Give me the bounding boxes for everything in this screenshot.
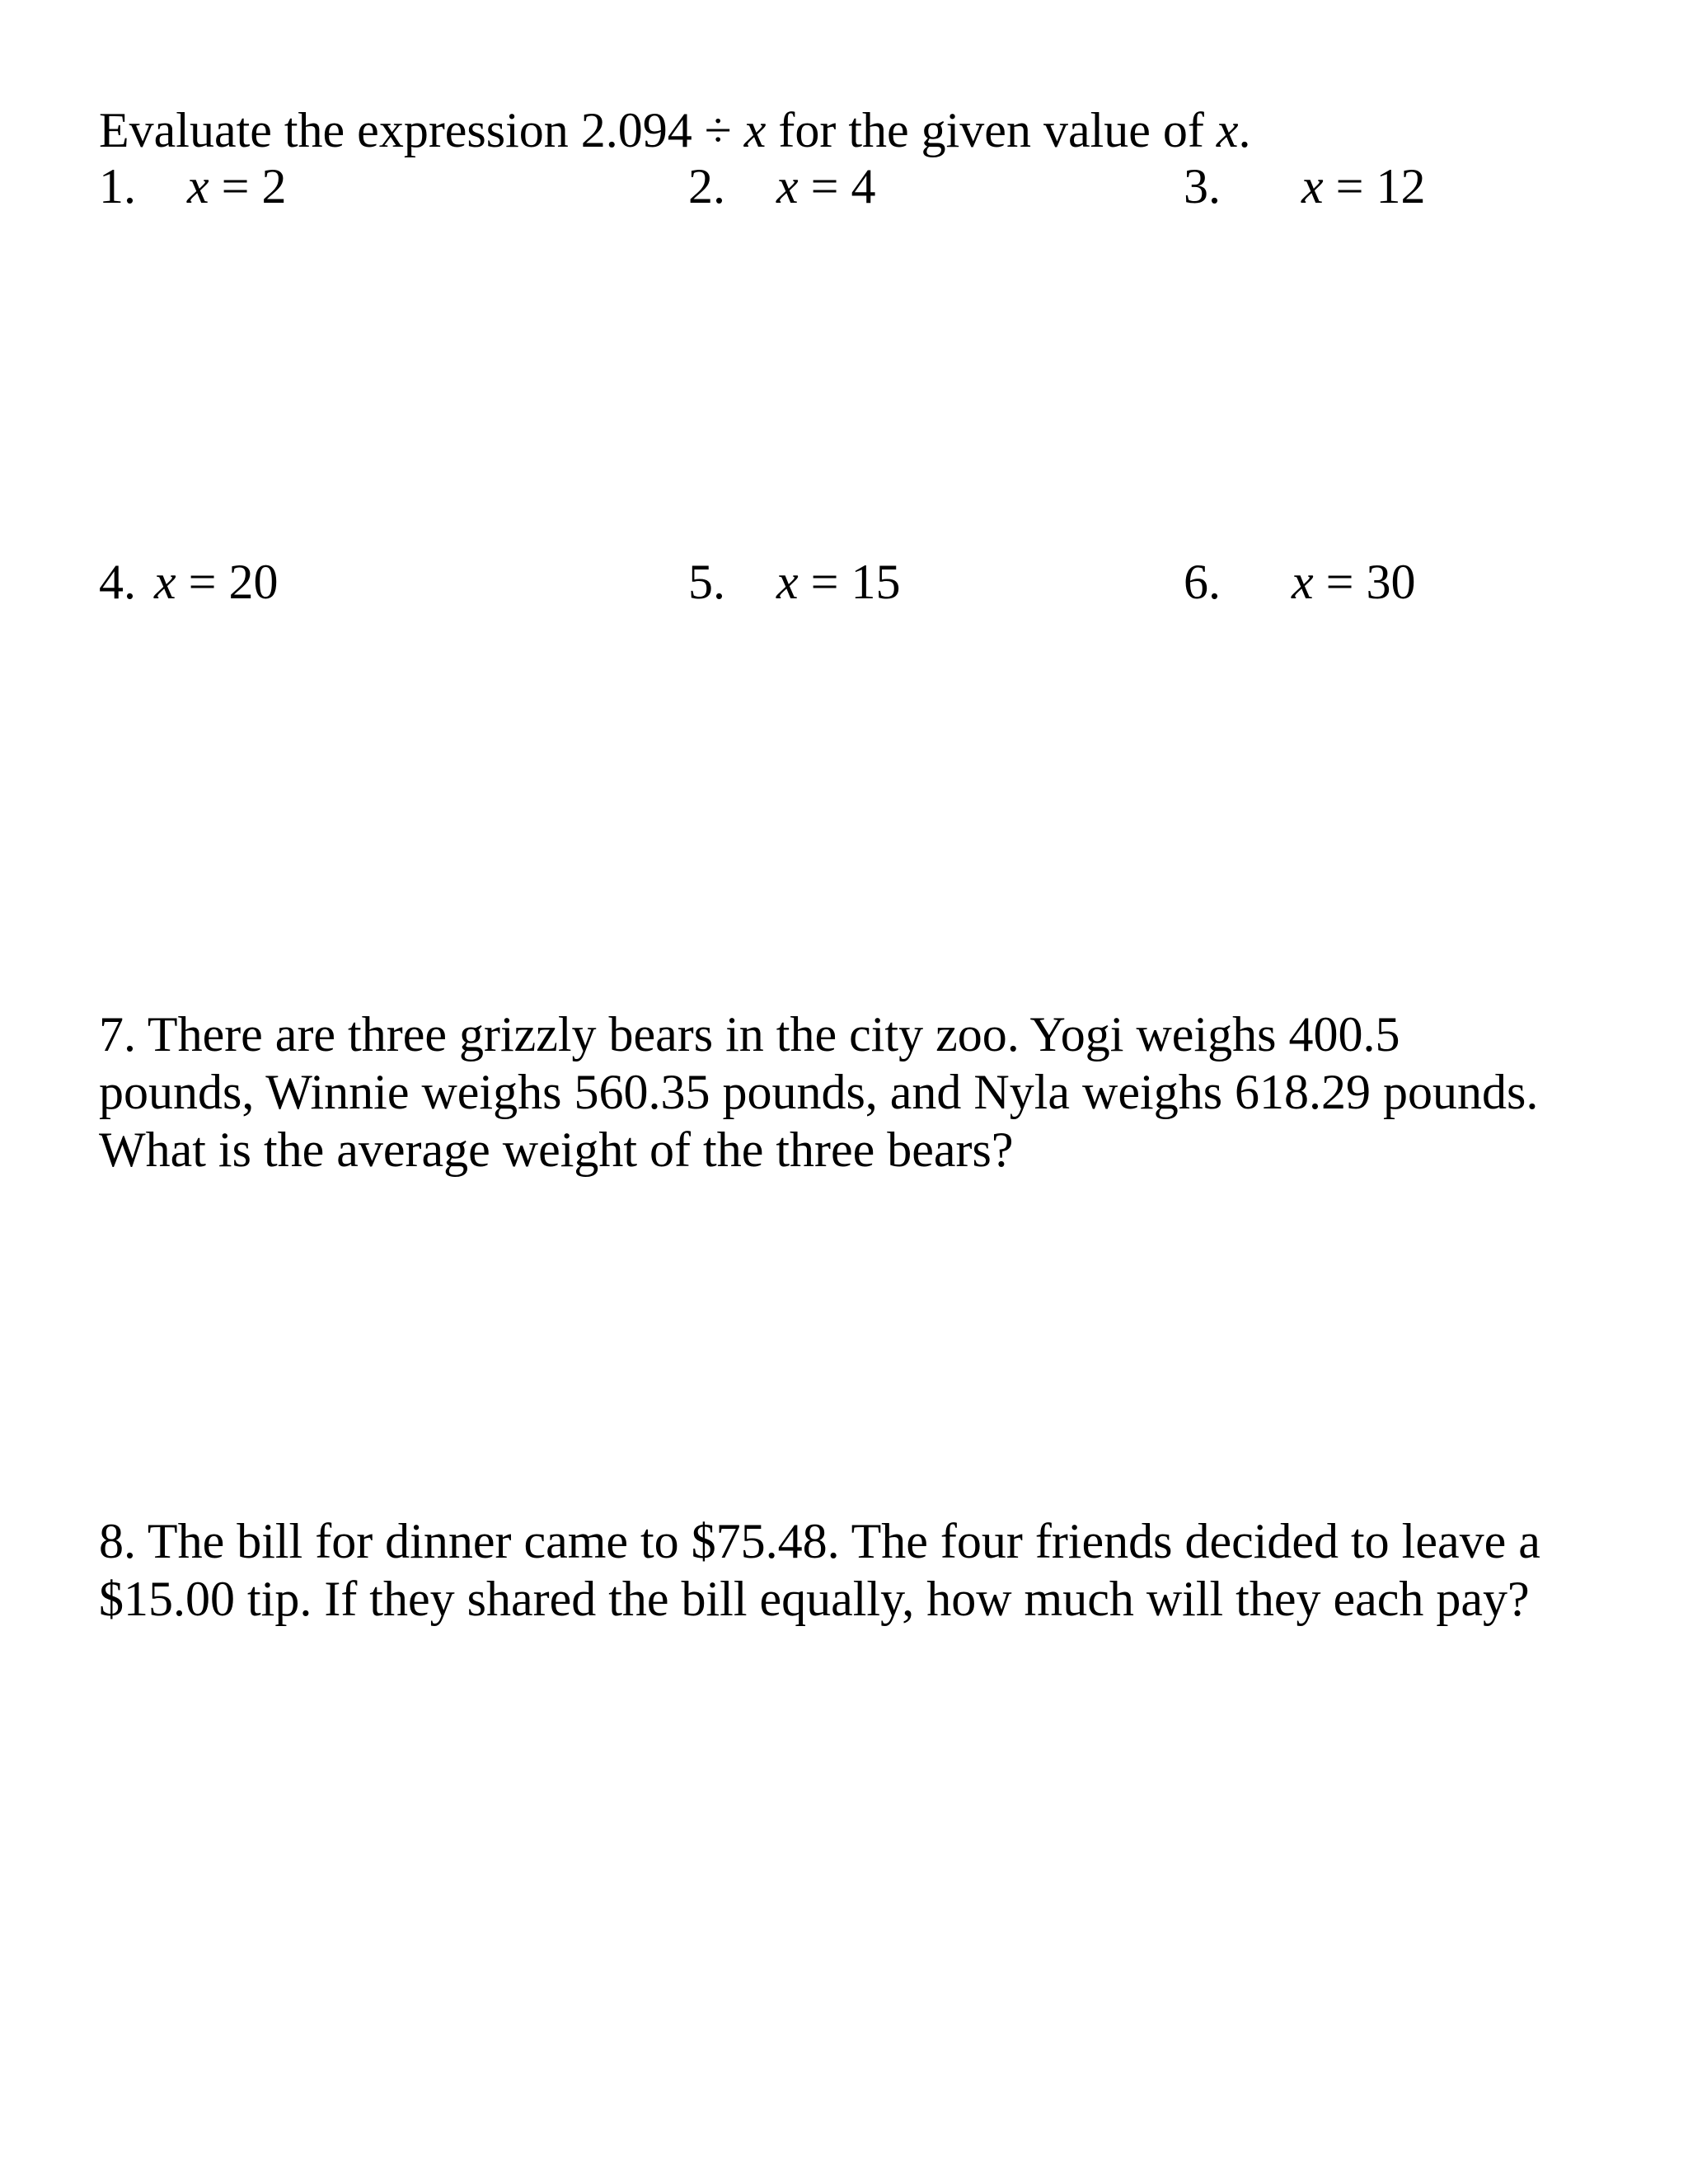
problem-variable: x (776, 159, 799, 213)
problem-number: 5. (688, 555, 725, 609)
word-problem-7 (99, 1005, 1607, 1179)
problem-value: = 15 (798, 555, 901, 609)
instructions-end: . (1238, 103, 1251, 157)
word-problem-line: What is the average weight of the three bears? (99, 1122, 1014, 1177)
word-problem-line: $15.00 tip. If they shared the bill equally, how much will they each pay? (99, 1572, 1530, 1626)
word-problem-line: pounds, Winnie weighs 560.35 pounds, and Nyla weighs 618.29 pounds. (99, 1065, 1539, 1119)
problem-value: = 30 (1313, 555, 1416, 609)
problem-variable: x (776, 555, 799, 609)
word-problem-8 (99, 1512, 1607, 1628)
problem-number: 3. (1184, 159, 1221, 213)
problem-number: 2. (688, 159, 725, 213)
problem-1 (99, 153, 286, 219)
instructions-lead: Evaluate the expression 2.094 ÷ (99, 103, 744, 157)
instructions-mid: for the given value of (766, 103, 1217, 157)
problem-4 (99, 549, 278, 615)
word-problem-line: 8. The bill for dinner came to $75.48. The four friends decided to leave a (99, 1514, 1540, 1568)
instructions-variable: x (743, 103, 767, 157)
problem-number: 4. (99, 555, 136, 609)
problem-6 (1184, 549, 1415, 615)
problem-variable: x (187, 159, 209, 213)
problem-value: = 4 (798, 159, 876, 213)
problem-2 (688, 153, 875, 219)
instructions-variable-2: x (1216, 103, 1239, 157)
problem-variable: x (154, 555, 176, 609)
problem-5 (688, 549, 900, 615)
problem-number: 1. (99, 159, 136, 213)
problem-variable: x (1292, 555, 1314, 609)
word-problem-line: 7. There are three grizzly bears in the city zoo. Yogi weighs 400.5 (99, 1007, 1400, 1062)
problem-number: 6. (1184, 555, 1221, 609)
problem-variable: x (1301, 159, 1324, 213)
problem-value: = 12 (1323, 159, 1426, 213)
problem-value: = 20 (176, 555, 279, 609)
problem-3 (1184, 153, 1425, 219)
problem-value: = 2 (209, 159, 287, 213)
